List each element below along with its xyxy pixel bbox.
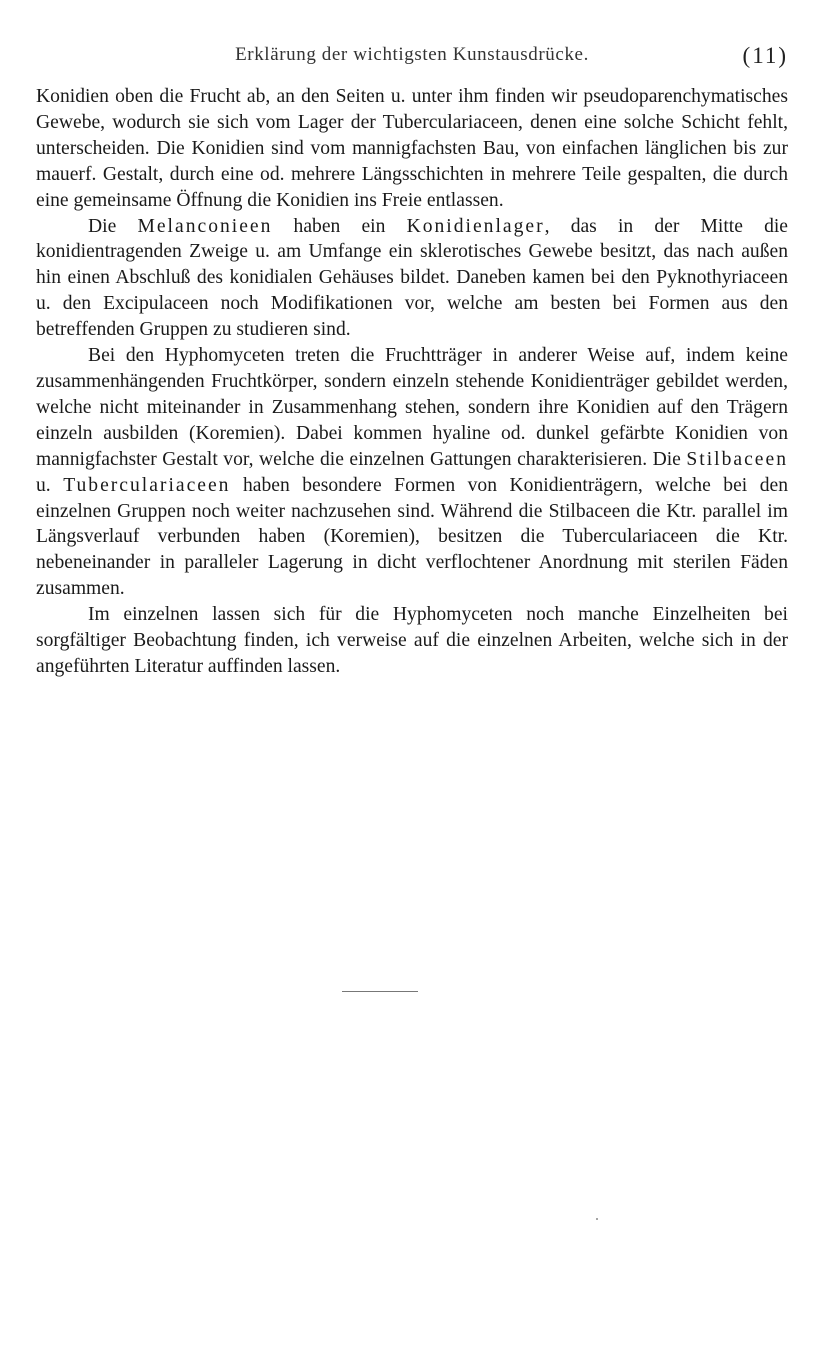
text-segment: Bei den Hyphomyceten treten die Fruchtträger in anderer Weise auf, indem keine zusammenhängenden Fruchtkörper, sondern einzeln stehende Konidienträger gebildet werden, welche nicht miteinander in Zusammenhang stehen, sondern ihre Konidien auf den Trägern einzeln ausbilden (Koremien). Dabei kommen hyaline od. dunkel gefärbte Konidien von mannigfachster Gestalt vor, welche die einzelnen Gattungen charakterisieren. Die [36, 345, 788, 470]
term-konidienlager: Konidienlager [406, 215, 545, 237]
paragraph-melanconieen [36, 214, 788, 344]
paragraph-continued [36, 84, 788, 214]
text-segment: Die [88, 215, 138, 237]
text-segment: haben besondere Formen von Konidienträgern, welche bei den einzelnen Gruppen noch weiter nachzusehen sind. Während die Stilbaceen die Ktr. parallel im Längsverlauf verbunden haben (Koremien), besitzen die Tuberculariaceen die Ktr. nebeneinander in paralleler Lagerung in dicht verflochtener Anordnung mit sterilen Fäden zusammen. [36, 474, 788, 600]
paragraph-einzelheiten [36, 602, 788, 680]
text-segment: u. [36, 474, 64, 496]
text-segment: haben ein [272, 215, 407, 237]
running-title: Erklärung der wichtigsten Kunstausdrücke. [235, 44, 589, 65]
print-speck [596, 1218, 598, 1220]
term-melanconieen: Melanconieen [137, 215, 273, 237]
page-number: (11) [742, 43, 788, 68]
term-stilbaceen: Stilbaceen [686, 448, 788, 470]
body-text [36, 84, 788, 680]
text-segment: , das in der Mitte die konidientragenden Zweige u. am Umfange ein sklerotisches Gewebe besitzt, das nach außen hin einen Abschluß des konidialen Gehäuses bildet. Daneben kamen bei den Pyknothyriaceen u. den Excipulaceen noch Modifikationen vor, welche am besten bei Formen aus den betreffenden Gruppen zu studieren sind. [36, 215, 789, 341]
text-segment: Konidien oben die Frucht ab, an den Seiten u. unter ihm finden wir pseudoparenchymatisches Gewebe, wodurch sie sich vom Lager der Tuberculariaceen, denen eine solche Schicht fehlt, unterscheiden. Die Konidien sind vom mannigfachsten Bau, von einfachen länglichen bis zur mauerf. Gestalt, durch eine od. mehrere Längsschichten in mehrere Teile gespalten, die durch eine gemeinsame Öffnung die Konidien ins Freie entlassen. [36, 86, 788, 211]
end-rule [342, 991, 418, 992]
running-header [36, 44, 788, 74]
text-segment: Im einzelnen lassen sich für die Hyphomyceten noch manche Einzelheiten bei sorgfältiger Beobachtung finden, ich verweise auf die einzelnen Arbeiten, welche sich in der angeführten Literatur auffinden lassen. [36, 604, 788, 677]
term-tuberculariaceen: Tuberculariaceen [63, 474, 231, 496]
paragraph-hyphomyceten [36, 343, 788, 602]
